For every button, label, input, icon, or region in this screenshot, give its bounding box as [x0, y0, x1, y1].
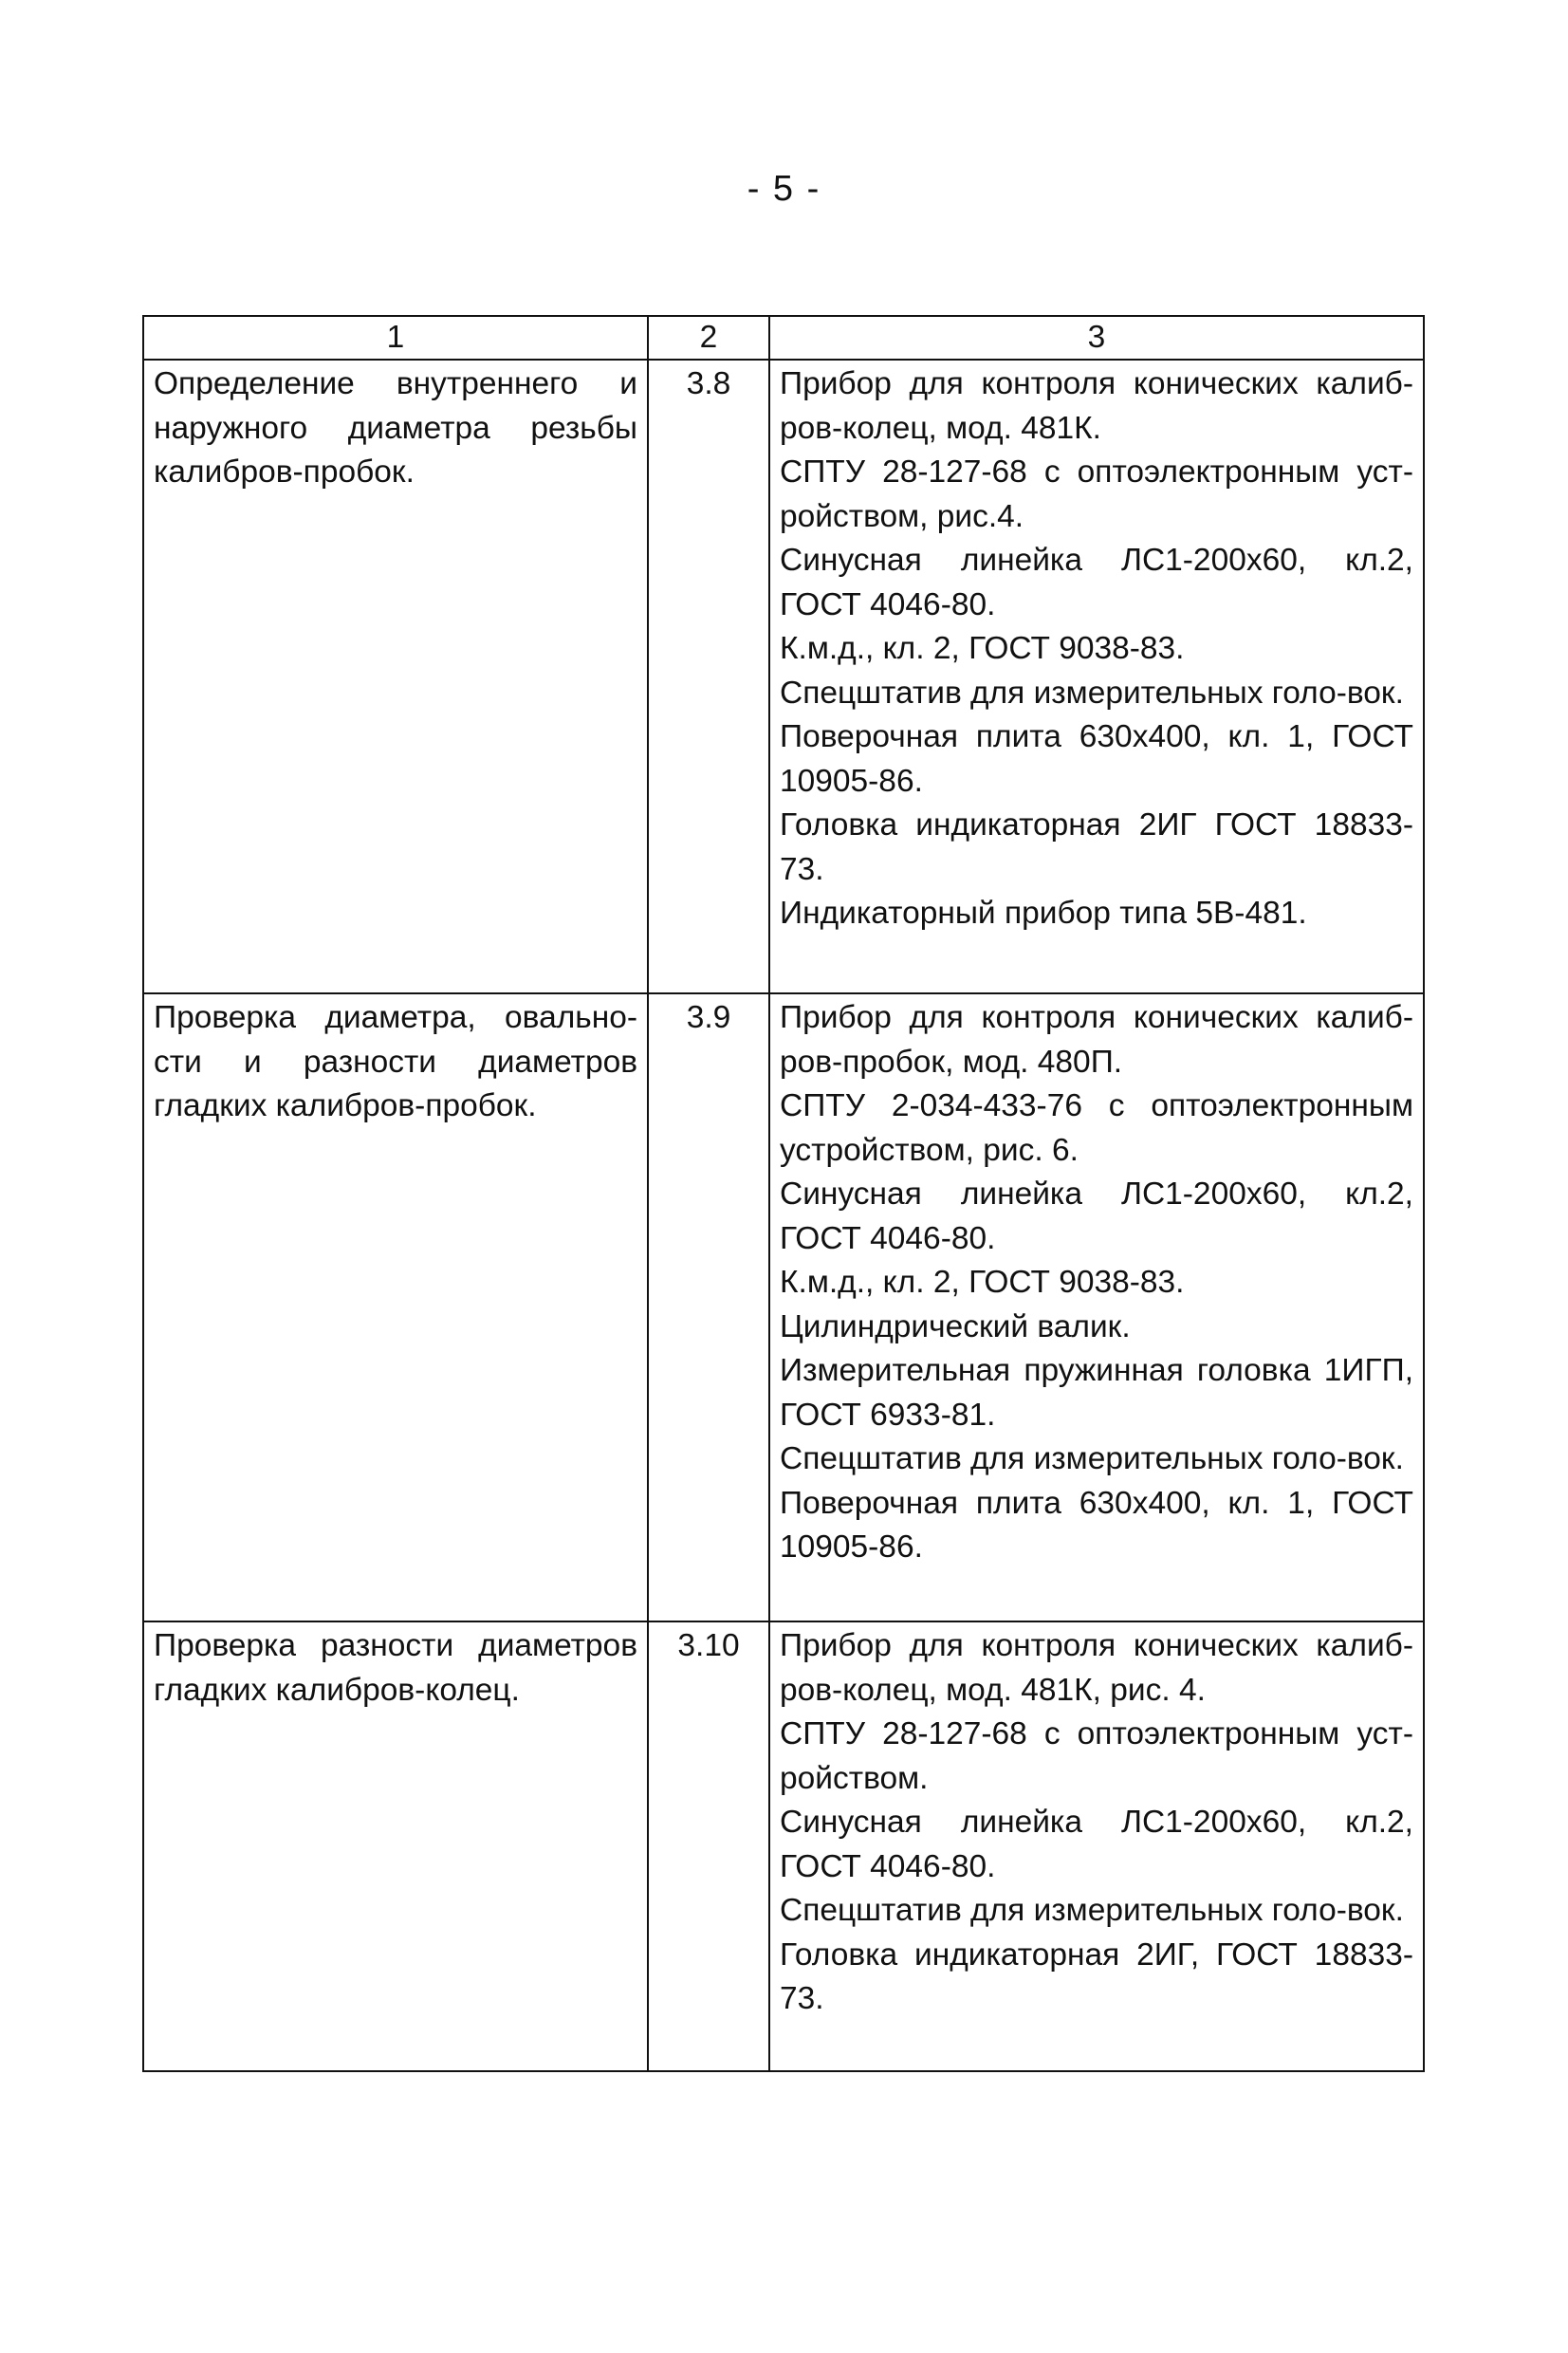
table-header-row — [143, 316, 1424, 360]
equipment-cell — [769, 1621, 1424, 2071]
equipment-item: Спецштатив для измерительных голо-вок. — [780, 1893, 1404, 1928]
operation-cell: Проверка разности диаметров гладких калибров-колец. — [143, 1621, 648, 2071]
equipment-cell — [769, 360, 1424, 993]
verification-equipment-table — [142, 315, 1425, 2072]
equipment-item: Прибор для контроля конических калиб-ров-колец, мод. 481К, рис. 4. — [780, 1628, 1413, 1708]
column-header-2: 2 — [648, 316, 769, 360]
clause-cell: 3.8 — [648, 360, 769, 993]
equipment-cell — [769, 993, 1424, 1621]
equipment-item: Индикаторный прибор типа 5В-481. — [780, 896, 1307, 931]
equipment-item: Головка индикаторная 2ИГ, ГОСТ 18833-73. — [780, 1936, 1413, 2016]
equipment-item: Синусная линейка ЛС1-200х60, кл.2, ГОСТ 4046-80. — [780, 1176, 1413, 1256]
equipment-item: Прибор для контроля конических калиб-ров-колец, мод. 481К. — [780, 366, 1413, 446]
equipment-item: Поверочная плита 630х400, кл. 1, ГОСТ 10905-86. — [780, 719, 1413, 799]
equipment-item: Синусная линейка ЛС1-200х60, кл.2, ГОСТ 4046-80. — [780, 1805, 1413, 1884]
equipment-item: СПТУ 28-127-68 с оптоэлектронным уст-ройством. — [780, 1716, 1413, 1796]
equipment-item: К.м.д., кл. 2, ГОСТ 9038-83. — [780, 631, 1185, 666]
operation-cell: Проверка диаметра, овально-сти и разности диаметров гладких калибров-пробок. — [143, 993, 648, 1621]
equipment-item: Головка индикаторная 2ИГ ГОСТ 18833-73. — [780, 807, 1413, 887]
page-number: - 5 - — [747, 169, 821, 209]
table-row — [143, 360, 1424, 993]
operation-cell: Определение внутреннего и наружного диаметра резьбы калибров-пробок. — [143, 360, 648, 993]
column-header-3: 3 — [769, 316, 1424, 360]
equipment-item: Цилиндрический валик. — [780, 1308, 1131, 1344]
equipment-item: К.м.д., кл. 2, ГОСТ 9038-83. — [780, 1265, 1185, 1300]
column-header-1: 1 — [143, 316, 648, 360]
equipment-item: Спецштатив для измерительных голо-вок. — [780, 1441, 1404, 1476]
equipment-item: Поверочная плита 630х400, кл. 1, ГОСТ 10905-86. — [780, 1485, 1413, 1565]
equipment-item: Спецштатив для измерительных голо-вок. — [780, 675, 1404, 711]
clause-cell: 3.9 — [648, 993, 769, 1621]
table-row — [143, 993, 1424, 1621]
equipment-item: СПТУ 28-127-68 с оптоэлектронным уст-ройством, рис.4. — [780, 454, 1413, 534]
equipment-item: Прибор для контроля конических калиб-ров-пробок, мод. 480П. — [780, 1000, 1413, 1080]
clause-cell: 3.10 — [648, 1621, 769, 2071]
equipment-item: Измерительная пружинная головка 1ИГП, ГОСТ 6933-81. — [780, 1353, 1413, 1433]
table-row — [143, 1621, 1424, 2071]
equipment-item: Синусная линейка ЛС1-200х60, кл.2, ГОСТ 4046-80. — [780, 543, 1413, 622]
equipment-item: СПТУ 2-034-433-76 с оптоэлектронным устройством, рис. 6. — [780, 1088, 1413, 1168]
